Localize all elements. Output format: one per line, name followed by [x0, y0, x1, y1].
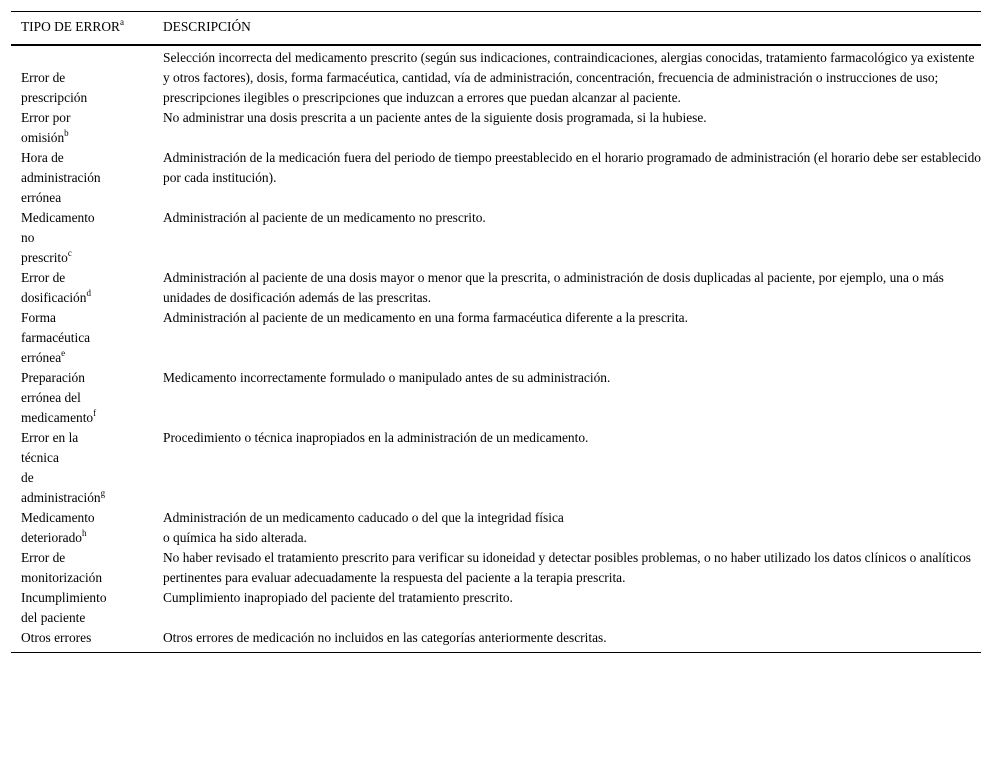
error-type-cell — [11, 588, 163, 628]
error-type-label: Preparación errónea del medicamento — [21, 370, 94, 425]
error-type-footnote: b — [64, 127, 69, 138]
error-type-label: Hora de administración errónea — [21, 150, 101, 205]
header-description: DESCRIPCIÓN — [163, 19, 251, 34]
error-type-label: Forma farmacéutica errónea — [21, 310, 91, 365]
error-type-footnote: c — [67, 247, 72, 258]
error-type-cell — [11, 308, 163, 368]
error-type-label: Incumplimiento del paciente — [21, 590, 107, 625]
table-row — [11, 108, 981, 148]
description-cell: Administración de la medicación fuera del periodo de tiempo preestablecido en el horario programado de administración (el horario debe ser establecido por cada institución). — [163, 150, 981, 185]
error-type-cell — [11, 148, 163, 208]
description-cell: Administración al paciente de un medicamento en una forma farmacéutica diferente a la prescrita. — [163, 310, 688, 325]
error-type-label: Error de dosificación — [21, 270, 87, 305]
header-row — [11, 12, 981, 46]
description-cell: No administrar una dosis prescrita a un paciente antes de la siguiente dosis programada, si la hubiese. — [163, 110, 707, 125]
table-row — [11, 368, 981, 428]
table-row — [11, 548, 981, 588]
error-type-cell — [11, 268, 163, 308]
table-row — [11, 148, 981, 208]
error-type-label: Otros errores — [21, 630, 92, 645]
table-row — [11, 588, 981, 628]
description-cell: No haber revisado el tratamiento prescrito para verificar su idoneidad y detectar posibles problemas, o no haber utilizado los datos clínicos o analíticos pertinentes para evaluar adecuadamente la respuesta del paciente a la terapia prescrita. — [163, 550, 972, 585]
error-type-label: Medicamento deteriorado — [21, 510, 95, 545]
table-row — [11, 268, 981, 308]
error-type-cell — [11, 368, 163, 428]
description-cell: Administración al paciente de una dosis mayor o menor que la prescrita, o administración de dosis duplicadas al paciente, por ejemplo, una o más unidades de dosificación además de las prescritas. — [163, 270, 944, 305]
description-cell: Administración al paciente de un medicamento no prescrito. — [163, 210, 486, 225]
header-error-type — [11, 12, 163, 46]
error-type-cell — [11, 108, 163, 148]
error-type-footnote: e — [61, 347, 66, 358]
error-type-cell — [11, 508, 163, 548]
error-type-cell — [11, 428, 163, 508]
description-cell: Procedimiento o técnica inapropiados en la administración de un medicamento. — [163, 430, 589, 445]
medication-error-table — [11, 11, 981, 653]
description-cell: Cumplimiento inapropiado del paciente del tratamiento prescrito. — [163, 590, 513, 605]
error-type-cell — [11, 548, 163, 588]
table-row — [11, 208, 981, 268]
error-type-label: Error de monitorización — [21, 550, 103, 585]
error-type-label: Error de prescripción — [21, 70, 88, 105]
error-type-cell — [11, 45, 163, 108]
description-cell: Medicamento incorrectamente formulado o manipulado antes de su administración. — [163, 370, 611, 385]
description-cell: Selección incorrecta del medicamento prescrito (según sus indicaciones, contraindicaciones, alergias conocidas, tratamiento farmacológico ya existente y otros factores), dosis, forma farmacéutica, cantidad, vía de administración, concentración, frecuencia de administración o instrucciones de uso; prescripciones ilegibles o prescripciones que induzcan a errores que puedan alcanzar al paciente. — [163, 50, 975, 105]
error-type-label: Error por omisión — [21, 110, 71, 145]
description-cell: Administración de un medicamento caducado o del que la integridad física o química ha sido alterada. — [163, 510, 564, 545]
table-row — [11, 308, 981, 368]
header-error-type-footnote: a — [119, 16, 124, 27]
error-type-footnote: h — [81, 527, 87, 538]
description-cell: Otros errores de medicación no incluidos en las categorías anteriormente descritas. — [163, 630, 607, 645]
error-type-footnote: f — [93, 407, 97, 418]
table-row — [11, 628, 981, 653]
error-type-footnote: g — [100, 487, 106, 498]
header-error-type-label: TIPO DE ERROR — [21, 19, 120, 34]
table-row — [11, 428, 981, 508]
error-type-footnote: d — [86, 287, 91, 298]
error-type-cell — [11, 628, 163, 653]
error-type-cell — [11, 208, 163, 268]
error-type-label: Medicamento no prescrito — [21, 210, 95, 265]
table-row — [11, 45, 981, 108]
table-row — [11, 508, 981, 548]
error-type-label: Error en la técnica de administración — [21, 430, 101, 505]
